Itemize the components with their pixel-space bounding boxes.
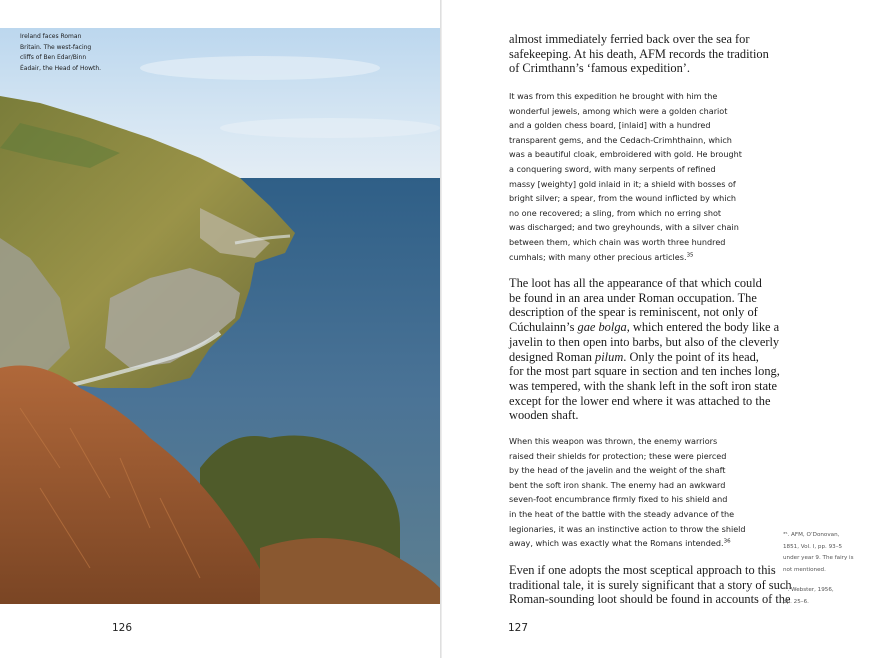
quote-line — [509, 250, 781, 265]
text-run: designed Roman — [509, 349, 596, 364]
footnote-line: not mentioned. — [783, 566, 826, 573]
caption-line: Britain. The west-facing — [20, 43, 92, 51]
text-line: wooden shaft. — [509, 408, 579, 423]
text-run: away, which was exactly what the Romans intended. — [509, 538, 724, 549]
cliff-photo — [0, 28, 440, 604]
text-line: javelin to then open into barbs, but also of the cleverly — [509, 334, 780, 349]
text-line: When this weapon was thrown, the enemy warriors — [509, 436, 718, 446]
text-run: , which entered the body like a — [626, 320, 780, 335]
text-line: bent the soft iron shank. The enemy had an awkward — [509, 479, 726, 490]
book-gutter — [440, 0, 442, 658]
quote-line: bright silver; a spear, from the wound inflicted by which — [509, 193, 737, 204]
text-line: Roman-sounding loot should be found in accounts of the — [509, 592, 791, 607]
paragraph-2 — [509, 276, 780, 423]
paragraph-3 — [509, 434, 781, 551]
text-line: almost immediately ferried back over the sea for — [509, 32, 750, 46]
quote-line: no one recovered; a sling, from which no erring shot — [509, 207, 722, 218]
text-line: Even if one adopts the most sceptical approach to this — [509, 563, 776, 577]
quote-line: was a beautiful cloak, embroidered with gold. He brought — [509, 149, 742, 160]
quote-line: and a golden chess board, [inlaid] with a hundred — [509, 120, 711, 131]
footnote-line: ³⁶. Webster, 1956, — [783, 587, 834, 593]
text-line — [509, 536, 781, 551]
text-line: was tempered, with the shank left in the soft iron state — [509, 378, 778, 393]
quote-line: a conquering sword, with many serpents of refined — [509, 163, 716, 174]
quote-line: massy [weighty] gold inlaid in it; a shield with bosses of — [509, 178, 736, 189]
text-line: traditional tale, it is surely significant that a story of such — [509, 577, 792, 592]
photo-caption — [20, 32, 115, 74]
text-line: safekeeping. At his death, AFM records the tradition — [509, 46, 769, 61]
text-line: for the most part square in section and ten inches long, — [509, 364, 780, 379]
text-line: in the heat of the battle with the steady advance of the — [509, 508, 735, 519]
page-number-right: 127 — [508, 622, 529, 634]
text-line: raised their shields for protection; these were pierced — [509, 450, 727, 461]
text-line: be found in an area under Roman occupation. The — [509, 290, 757, 305]
text-line — [509, 350, 777, 365]
caption-line: cliffs of Ben Edar/Binn — [20, 54, 87, 61]
quote-line: was discharged; and two greyhounds, with a silver chain — [509, 222, 739, 233]
quote-line: wonderful jewels, among which were a golden chariot — [509, 105, 728, 116]
text-line: description of the spear is reminiscent, not only of — [509, 305, 758, 320]
text-run: . Only the point of its head, — [623, 349, 759, 364]
quote-text: cumhals; with many other precious articles. — [509, 251, 687, 262]
text-line: by the head of the javelin and the weight of the shaft — [509, 465, 726, 476]
page-number-left: 126 — [112, 622, 133, 634]
quote-line: transparent gems, and the Cedach-Crimhthainn, which — [509, 134, 732, 145]
quote-line: between them, which chain was worth three hundred — [509, 236, 726, 247]
block-quote — [509, 89, 781, 264]
paragraph-1 — [509, 32, 777, 76]
text-line: of Crimthann’s ‘famous expedition’. — [509, 61, 691, 76]
footnote-ref-36[interactable]: 36 — [723, 538, 731, 545]
text-line: The loot has all the appearance of that which could — [509, 276, 762, 290]
caption-line: Ireland faces Roman — [20, 33, 82, 40]
paragraph-4 — [509, 563, 792, 607]
quote-line: It was from this expedition he brought with him the — [509, 91, 718, 101]
footnote-35 — [783, 530, 865, 576]
text-line: seven-foot encumbrance firmly fixed to his shield and — [509, 494, 728, 505]
footnote-line: pp. 25–6. — [783, 598, 809, 605]
footnote-line: under year 9. The fairy is — [783, 555, 854, 561]
text-line — [509, 320, 780, 335]
footnote-ref-35[interactable]: 35 — [686, 251, 694, 258]
text-run: Cúchulainn’s — [509, 320, 578, 335]
footnote-line: 1851, Vol. I, pp. 93–5 — [783, 543, 843, 550]
italic-term: pilum — [595, 349, 624, 364]
footnote-36 — [783, 585, 865, 608]
footnote-line: ³⁵. AFM, O’Donovan, — [783, 532, 840, 538]
text-line: legionaries, it was an instinctive action to throw the shield — [509, 523, 746, 534]
caption-line: Éadair, the Head of Howth. — [20, 64, 102, 72]
text-line: except for the lower end where it was attached to the — [509, 393, 771, 408]
italic-term: gae bolga — [577, 320, 627, 335]
